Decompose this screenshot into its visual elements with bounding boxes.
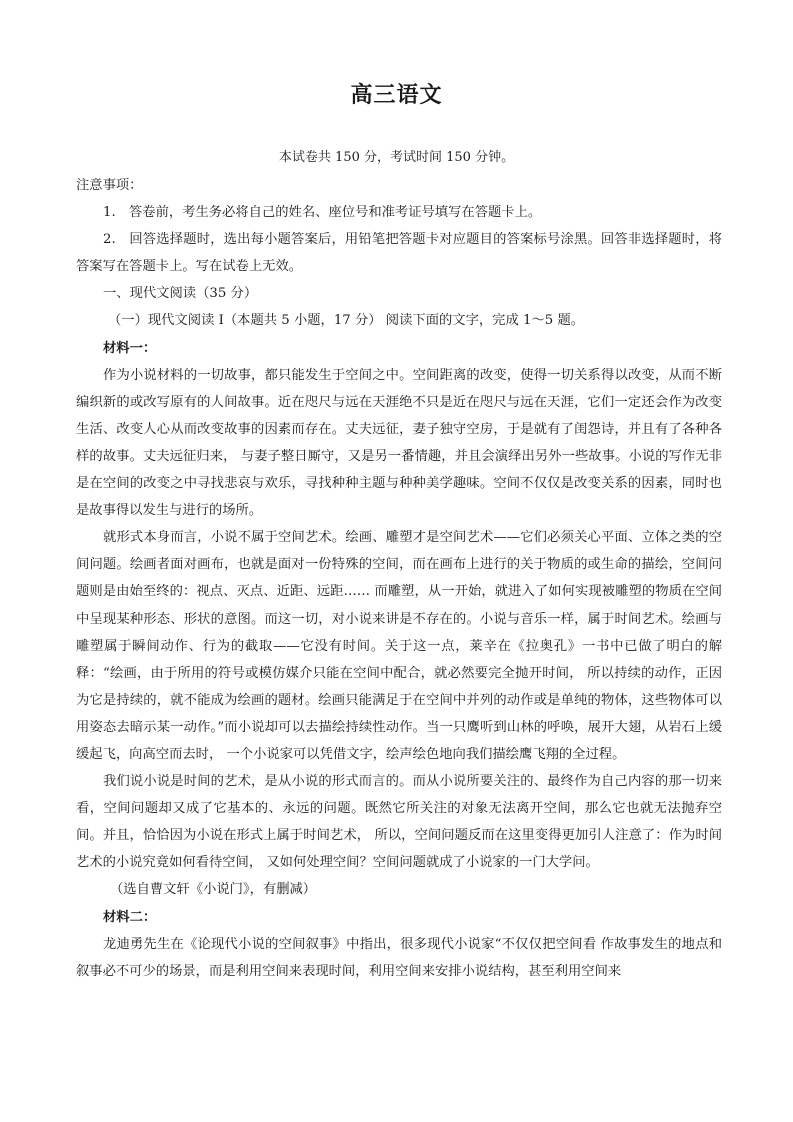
subsection-heading-reading-1: （一）现代文阅读 I（本题共 5 小题，17 分） 阅读下面的文字，完成 1～5 题。 (108, 313, 585, 329)
material-one-paragraph-3: 我们说小说是时间的艺术，是从小说的形式而言的。而从小说所要关注的、最终作为自己内容的那一切来看，空间问题却又成了它基本的、永远的问题。既然它所关注的对象无法离开空间，那么它也就无法抛弃空间。并且，恰恰因为小说在形式上属于时间艺术， 所以，空间问题反而在这里变得更加引人注意了：作为时间艺术的小说究竟如何看待空间， 又如何处理空间？空间问题就成了小说家的一门大学问。 (76, 774, 722, 871)
exam-info: 本试卷共 150 分，考试时间 150 分钟。 (278, 150, 515, 165)
material-one-paragraph-1: 作为小说材料的一切故事，都只能发生于空间之中。空间距离的改变，使得一切关系得以改变，从而不断编织新的或改写原有的人间故事。近在咫尺与远在天涯绝不只是近在咫尺与远在天涯，它们一定还会作为改变生活、改变人心从而改变故事的因素而存在。丈夫远征，妻子独守空房，于是就有了闺怨诗，并且有了各种各样的故事。丈夫远征归来， 与妻子整日厮守，又是另一番情趣，并且会演绎出另外一些故事。小说的写作无非是在空间的改变之中寻找悲哀与欢乐，寻找种种主题与种种美学趣味。空间不仅仅是改变关系的因素，同时也是故事得以发生与进行的场所。 (76, 367, 722, 519)
exam-title: 高三语文 (350, 83, 443, 108)
material-one-paragraph-2: 就形式本身而言，小说不属于空间艺术。绘画、雕塑才是空间艺术——它们必须关心平面、立体之类的空间问题。绘画者面对画布，也就是面对一份特殊的空间，而在画布上进行的关于物质的或生命的描绘，空间问题则是由始至终的：视点、灭点、近距、远距…… 而雕塑，从一开始，就进入了如何实现被雕塑的物质在空间中呈现某种形态、形状的意图。而这一切，对小说来讲是不存在的。小说与音乐一样，属于时间艺术。绘画与雕塑属于瞬间动作、行为的截取——它没有时间。关于这一点，莱辛在《拉奥孔》一书中已做了明白的解释：“绘画，由于所用的符号或模仿媒介只能在空间中配合，就必然要完全抛开时间， 所以持续的动作，正因为它是持续的，就不能成为绘画的题材。绘画只能满足于在空间中并列的动作或是单纯的物体，这些物体可以用姿态去暗示某一动作。”而小说却可以去描绘持续性动作。当一只鹰听到山林的呼唤，展开大翅，从岩石上缓缓起飞，向高空而去时， 一个小说家可以凭借文字，绘声绘色地向我们描绘鹰飞翔的全过程。 (76, 530, 722, 762)
material-one-source: （选自曹文轩《小说门》，有删减） (110, 882, 317, 898)
section-heading-modern-reading: 一、现代文阅读（35 分） (103, 286, 258, 302)
notice-item-2: 2. 回答选择题时，选出每小题答案后，用铅笔把答题卡对应题目的答案标号涂黑。回答非选择题时，将答案写在答题卡上。写在试卷上无效。 (76, 232, 722, 275)
exam-content (76, 172, 722, 985)
notice-item-1: 1. 答卷前，考生务必将自己的姓名、座位号和准考证号填写在答题卡上。 (103, 205, 542, 221)
notice-heading: 注意事项： (76, 178, 143, 193)
material-two-paragraph-1: 龙迪勇先生在《论现代小说的空间叙事》中指出，很多现代小说家“不仅仅把空间看 作故事发生的地点和叙事必不可少的场景，而是利用空间来表现时间，利用空间来安排小说结构，甚至利用空间来 (76, 936, 722, 979)
material-two-heading: 材料二： (103, 909, 157, 925)
material-one-heading: 材料一： (103, 340, 157, 356)
